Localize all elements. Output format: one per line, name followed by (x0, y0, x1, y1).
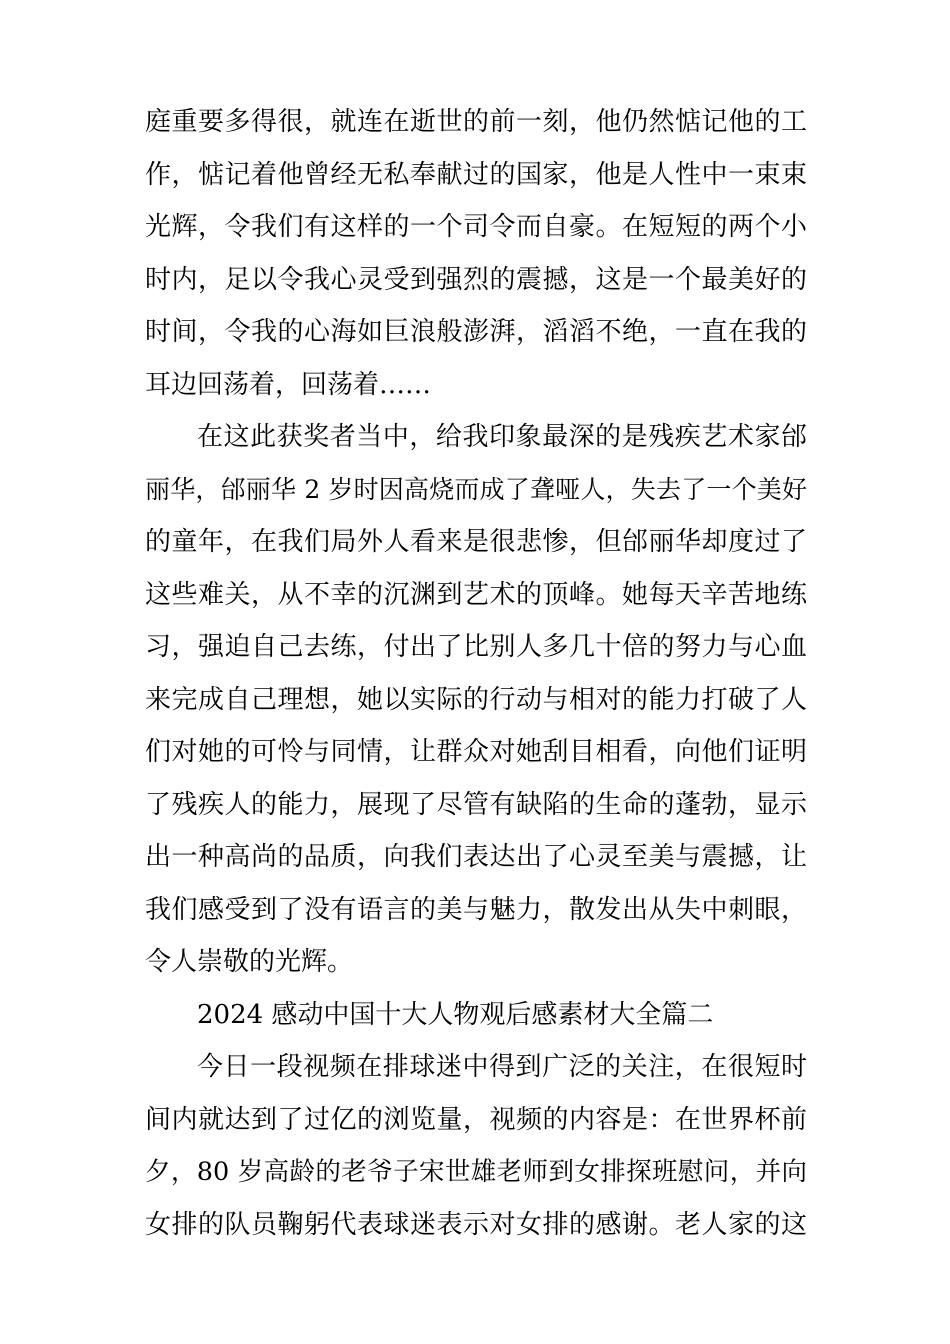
text-line: 们对她的可怜与同情，让群众对她刮目相看，向他们证明 (145, 737, 807, 767)
section-heading (145, 989, 807, 1042)
paragraph (145, 96, 807, 411)
text-line: 的童年，在我们局外人看来是很悲惨，但邰丽华却度过了 (145, 527, 807, 557)
text-line: 光辉，令我们有这样的一个司令而自豪。在短短的两个小 (145, 212, 807, 242)
text-line: 庭重要多得很，就连在逝世的前一刻，他仍然惦记他的工 (145, 107, 807, 137)
text-line: 出一种高尚的品质，向我们表达出了心灵至美与震撼，让 (145, 842, 807, 872)
text-line: 间内就达到了过亿的浏览量，视频的内容是：在世界杯前 (145, 1104, 807, 1135)
text-line: 令人崇敬的光辉。 (145, 947, 354, 977)
text-line: 我们感受到了没有语言的美与魅力，散发出从失中刺眼， (145, 894, 807, 925)
text-line: 耳边回荡着，回荡着…… (145, 369, 432, 400)
text-line: 丽华，邰丽华 2 岁时因高烧而成了聋哑人，失去了一个美好 (145, 474, 807, 504)
document-body (145, 96, 807, 1251)
text-line: 这些难关，从不幸的沉渊到艺术的顶峰。她每天辛苦地练 (145, 579, 807, 610)
paragraph (145, 411, 807, 989)
section-heading-text: 2024 感动中国十大人物观后感素材大全篇二 (197, 999, 714, 1030)
text-line: 夕，80 岁高龄的老爷子宋世雄老师到女排探班慰问，并向 (145, 1157, 807, 1187)
text-line: 今日一段视频在排球迷中得到广泛的关注，在很短时 (197, 1052, 807, 1082)
text-line: 在这此获奖者当中，给我印象最深的是残疾艺术家邰 (197, 422, 807, 452)
text-line: 习，强迫自己去练，付出了比别人多几十倍的努力与心血 (145, 632, 807, 662)
text-line: 了残疾人的能力，展现了尽管有缺陷的生命的蓬勃，显示 (145, 789, 807, 820)
text-line: 女排的队员鞠躬代表球迷表示对女排的感谢。老人家的这 (145, 1209, 807, 1240)
paragraph (145, 1041, 807, 1251)
text-line: 来完成自己理想，她以实际的行动与相对的能力打破了人 (145, 684, 807, 715)
text-line: 作，惦记着他曾经无私奉献过的国家，他是人性中一束束 (145, 159, 807, 190)
text-line: 时内，足以令我心灵受到强烈的震撼，这是一个最美好的 (145, 264, 807, 295)
text-line: 时间，令我的心海如巨浪般澎湃，滔滔不绝，一直在我的 (145, 317, 807, 347)
